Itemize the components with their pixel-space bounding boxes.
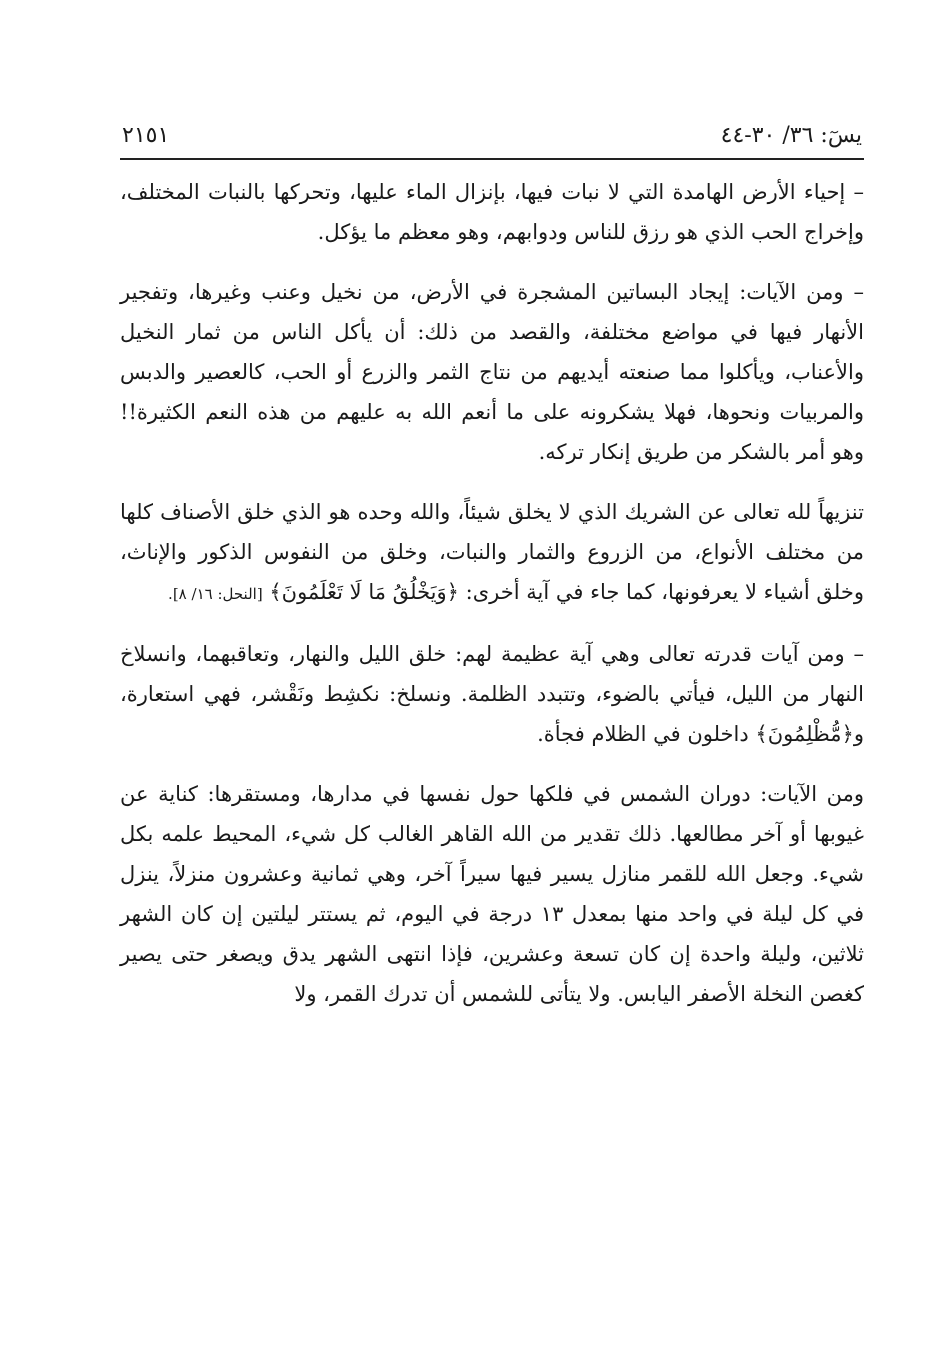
header-rule	[120, 158, 864, 160]
quran-quote: ﴿مُّظْلِمُونَ﴾	[755, 722, 854, 746]
page-header	[122, 116, 862, 154]
paragraph	[120, 774, 864, 1014]
paragraph-text: – ومن الآيات: إيجاد البساتين المشجرة في الأرض، من نخيل وعنب وغيرها، وتفجير الأنهار فيها في مواضع مختلفة، والقصد من ذلك: أن يأكل الناس من ثمار النخيل والأعناب، ويأكلوا مما صنعته أيديهم من نتاج الثمر والزرع أو الحب، كالعصير والدبس والمربيات ونحوها، فهلا يشكرونه على ما أنعم الله به عليهم من هذه النعم الكثيرة!! وهو أمر بالشكر من طريق إنكار تركه.	[120, 280, 864, 464]
paragraph	[120, 172, 864, 252]
page-body	[120, 172, 864, 1034]
paragraph	[120, 634, 864, 754]
paragraph-text: داخلون في الظلام فجأة.	[537, 722, 756, 746]
paragraph	[120, 272, 864, 472]
paragraph-text: ومن الآيات: دوران الشمس في فلكها حول نفسها في مدارها، ومستقرها: كناية عن غيوبها أو آخر مطالعها. ذلك تقدير من الله القاهر الغالب كل شيء، المحيط علمه بكل شيء. وجعل الله للقمر منازل يسير فيها سيراً آخر، وهي ثمانية وعشرون منزلاً، ينزل في كل ليلة في واحد منها بمعدل ١٣ درجة في اليوم، ثم يستتر ليلتين إن كان الشهر ثلاثين، وليلة واحدة إن كان تسعة وعشرين، فإذا انتهى الشهر يدق ويصغر حتى يصير كغصن النخلة الأصفر اليابس. ولا يتأتى للشمس أن تدرك القمر، ولا	[120, 782, 864, 1006]
paragraph-text: – ومن آيات قدرته تعالى وهي آية عظيمة لهم: خلق الليل والنهار، وتعاقبهما، وانسلاخ النهار من الليل، فيأتي بالضوء، وتتبدد الظلمة. ونسلخ: نكشِط ونَقْشر، فهي استعارة، و	[120, 642, 864, 746]
quran-quote: ﴿وَيَخْلُقُ مَا لَا تَعْلَمُونَ﴾	[269, 580, 459, 604]
verse-reference: [النحل: ١٦/ ٨].	[168, 585, 263, 603]
paragraph-text: – إحياء الأرض الهامدة التي لا نبات فيها، بإنزال الماء عليها، وتحركها بالنبات المختلف، وإخراج الحب الذي هو رزق للناس ودوابهم، وهو معظم ما يؤكل.	[120, 180, 864, 244]
surah-reference: يسٓ: ٣٦/ ٣٠-٤٤	[720, 122, 862, 148]
paragraph	[120, 492, 864, 614]
page-number: ٢١٥١	[122, 122, 170, 148]
paragraph-text: تنزيهاً لله تعالى عن الشريك الذي لا يخلق شيئاً، والله وحده هو الذي خلق الأصناف كلها من مختلف الأنواع، من الزروع والثمار والنبات، وخلق من النفوس الذكور والإناث، وخلق أشياء لا يعرفونها، كما جاء في آية أخرى:	[120, 500, 864, 604]
